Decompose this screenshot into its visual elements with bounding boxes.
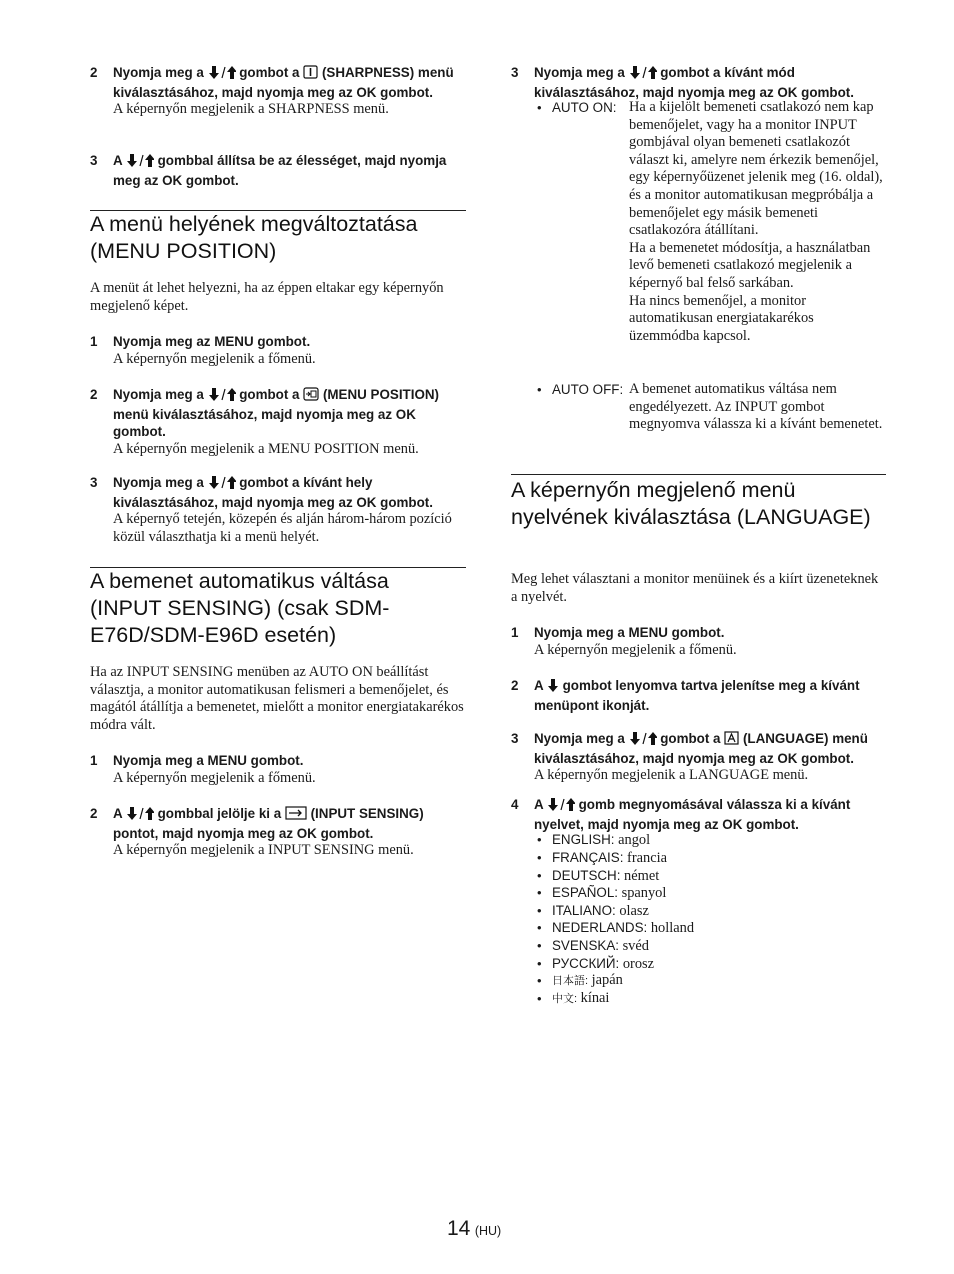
down-up-arrow-icon bbox=[547, 798, 575, 816]
step-text: Nyomja meg a gombot a (MENU POSITION) menü kiválasztásához, majd nyomja meg az OK gombot. bbox=[113, 387, 439, 440]
input-sensing-step-1 bbox=[90, 752, 466, 787]
input-sensing-intro: Ha az INPUT SENSING menüben az AUTO ON beállítást választja, a monitor automatikusan felismeri a bemenőjelet, és magától átállítja a bemenetet, mielőtt a monitor energiatakarékos módra vált. bbox=[90, 664, 464, 734]
step-note: A képernyőn megjelenik a főmenü. bbox=[113, 769, 316, 786]
down-up-arrow-icon bbox=[629, 732, 657, 750]
language-icon bbox=[724, 731, 739, 750]
option-term: AUTO ON: bbox=[552, 100, 617, 115]
step-text: A gombbal jelölje ki a (INPUT SENSING) pontot, majd nyomja meg az OK gombot. bbox=[113, 806, 424, 841]
page-number-value: 14 bbox=[447, 1217, 471, 1240]
section-divider bbox=[511, 474, 886, 475]
step-number: 1 bbox=[511, 625, 519, 640]
down-up-arrow-icon bbox=[126, 807, 154, 825]
step-number: 3 bbox=[511, 65, 519, 80]
down-arrow-icon bbox=[547, 679, 559, 697]
option-desc: Ha a kijelölt bemeneti csatlakozó nem kap bemenőjelet, vagy ha a monitor INPUT gombjával olyan bemeneti csatlakozót választ ki, amelyre nem érkezik bemenőjel, egy képernyőüzenet jelenik meg (16. oldal), és a monitor automatikusan megpróbálja a bemenőjelet egy másik bemeneti csatlakozóra átállítani. Ha a bemenetet módosítja, a használatban levő bemeneti csatlakozó megjelenik a képernyő bal felső sarkában. Ha nincs bemenőjel, a monitor automatikusan energiatakarékos üzemmódba kapcsol. bbox=[629, 99, 883, 344]
step-number: 2 bbox=[511, 678, 519, 693]
step-number: 3 bbox=[90, 475, 98, 490]
step-text: A gomb megnyomásával válassza ki a kívánt nyelvet, majd nyomja meg az OK gombot. bbox=[534, 797, 851, 832]
step-number: 2 bbox=[90, 387, 98, 402]
step-note: A képernyőn megjelenik a főmenü. bbox=[534, 641, 737, 658]
step-note: A képernyőn megjelenik a LANGUAGE menü. bbox=[534, 767, 809, 784]
input-sensing-icon bbox=[285, 806, 307, 825]
language-step-2 bbox=[511, 677, 886, 714]
down-up-arrow-icon bbox=[208, 388, 236, 406]
page-number bbox=[447, 1217, 501, 1241]
bullet-dot: • bbox=[537, 100, 542, 115]
down-up-arrow-icon bbox=[208, 66, 236, 84]
step-text: Nyomja meg a gombot a kívánt mód kiválasztásához, majd nyomja meg az OK gombot. bbox=[534, 65, 854, 100]
step-text: Nyomja meg a MENU gombot. bbox=[113, 753, 304, 768]
step-sharpness-3 bbox=[90, 152, 466, 189]
option-desc: A bemenet automatikus váltása nem engedélyezett. Az INPUT gombot megnyomva válassza ki a kívánt bemenetet. bbox=[629, 381, 883, 433]
step-number: 1 bbox=[90, 753, 98, 768]
step-note: A képernyőn megjelenik a SHARPNESS menü. bbox=[113, 101, 389, 118]
step-number: 2 bbox=[90, 806, 98, 821]
step-number: 4 bbox=[511, 797, 519, 812]
step-number: 3 bbox=[511, 731, 519, 746]
step-text: Nyomja meg a MENU gombot. bbox=[534, 625, 725, 640]
language-step-4 bbox=[511, 796, 886, 833]
step-note: A képernyőn megjelenik a INPUT SENSING menü. bbox=[113, 842, 414, 859]
language-option: • FRANÇAIS: francia bbox=[537, 850, 667, 866]
step-note: A képernyőn megjelenik a MENU POSITION menü. bbox=[113, 441, 419, 458]
input-sensing-heading: A bemenet automatikus váltása (INPUT SENSING) (csak SDM-E76D/SDM-E96D esetén) bbox=[90, 569, 390, 647]
language-option: • РУССКИЙ: orosz bbox=[537, 956, 655, 972]
input-sensing-step-3 bbox=[511, 64, 886, 101]
step-text: Nyomja meg a gombot a (SHARPNESS) menü kiválasztásához, majd nyomja meg az OK gombot. bbox=[113, 65, 454, 100]
step-text: A gombot lenyomva tartva jelenítse meg a kívánt menüpont ikonját. bbox=[534, 678, 860, 713]
language-option: • DEUTSCH: német bbox=[537, 868, 660, 884]
step-text: Nyomja meg a gombot a (LANGUAGE) menü kiválasztásához, majd nyomja meg az OK gombot. bbox=[534, 731, 868, 766]
step-note: A képernyő tetején, közepén és alján három-három pozíció közül választhatja ki a menü helyét. bbox=[113, 511, 452, 546]
language-option: • 日本語: japán bbox=[537, 972, 623, 988]
menu-position-heading: A menü helyének megváltoztatása (MENU POSITION) bbox=[90, 212, 418, 263]
input-sensing-step-2 bbox=[90, 805, 466, 860]
language-intro: Meg lehet választani a monitor menüinek és a kiírt üzeneteknek a nyelvét. bbox=[511, 571, 879, 605]
language-option: • SVENSKA: svéd bbox=[537, 938, 649, 954]
menu-position-step-3 bbox=[90, 474, 466, 547]
menu-position-step-1 bbox=[90, 333, 466, 368]
menu-position-intro: A menüt át lehet helyezni, ha az éppen eltakar egy képernyőn megjelenő képet. bbox=[90, 280, 444, 314]
down-up-arrow-icon bbox=[126, 154, 154, 172]
step-text: Nyomja meg a gombot a kívánt hely kiválasztásához, majd nyomja meg az OK gombot. bbox=[113, 475, 433, 510]
page-number-suffix: (HU) bbox=[474, 1224, 502, 1238]
bullet-dot: • bbox=[537, 382, 542, 397]
menu-position-icon bbox=[303, 387, 319, 406]
language-option: • NEDERLANDS: holland bbox=[537, 920, 695, 936]
language-step-1 bbox=[511, 624, 886, 659]
language-option: • ITALIANO: olasz bbox=[537, 903, 649, 919]
step-number: 1 bbox=[90, 334, 98, 349]
down-up-arrow-icon bbox=[629, 66, 657, 84]
language-step-3 bbox=[511, 730, 886, 785]
down-up-arrow-icon bbox=[208, 476, 236, 494]
menu-position-step-2 bbox=[90, 386, 466, 459]
step-text: Nyomja meg az MENU gombot. bbox=[113, 334, 311, 349]
step-number: 3 bbox=[90, 153, 98, 168]
language-option: • ENGLISH: angol bbox=[537, 832, 651, 848]
language-heading: A képernyőn megjelenő menü nyelvének kiválasztása (LANGUAGE) bbox=[511, 478, 871, 529]
step-note: A képernyőn megjelenik a főmenü. bbox=[113, 350, 316, 367]
step-sharpness-2 bbox=[90, 64, 466, 119]
sharpness-icon bbox=[303, 65, 318, 84]
step-text: A gombbal állítsa be az élességet, majd nyomja meg az OK gombot. bbox=[113, 153, 447, 188]
language-option: • ESPAÑOL: spanyol bbox=[537, 885, 667, 901]
option-term: AUTO OFF: bbox=[552, 382, 624, 397]
language-option: • 中文: kínai bbox=[537, 990, 610, 1006]
step-number: 2 bbox=[90, 65, 98, 80]
